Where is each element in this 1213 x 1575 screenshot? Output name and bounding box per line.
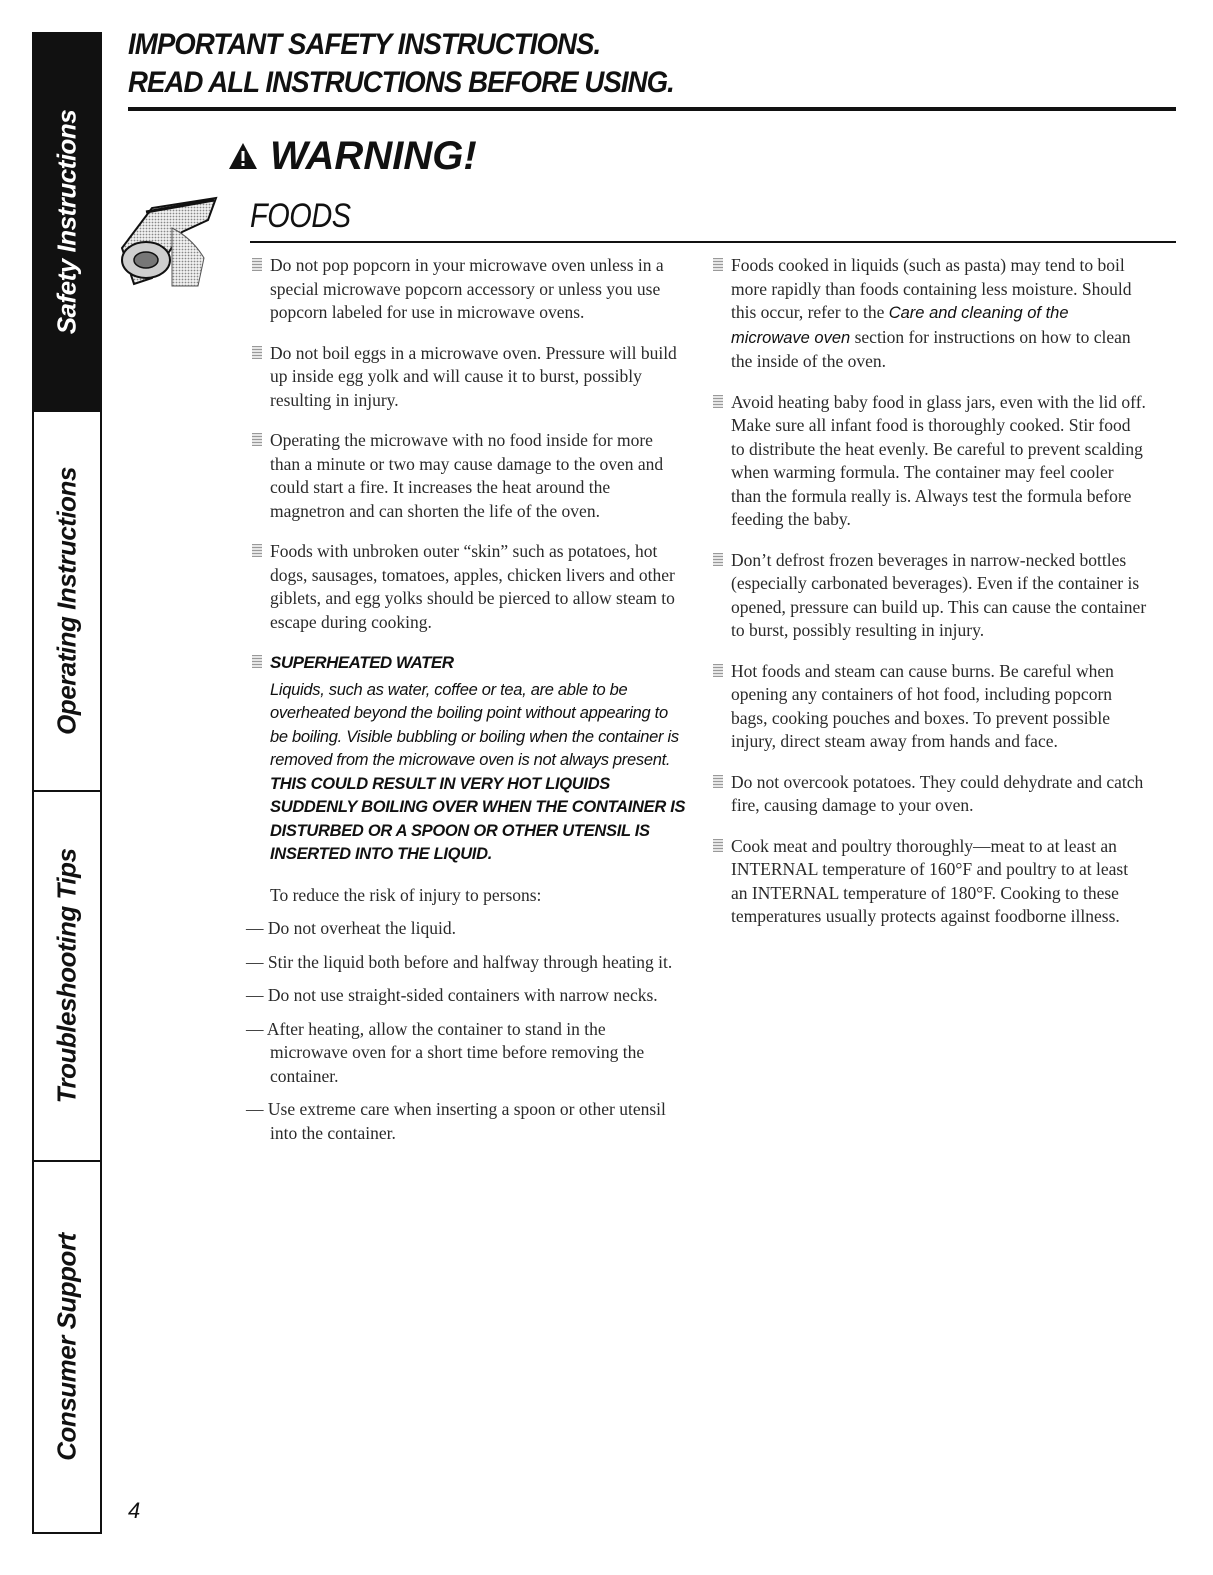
bullet-icon: [252, 258, 262, 271]
tab-operating-instructions[interactable]: [34, 412, 100, 792]
list-item: Do not pop popcorn in your microwave oven unless in a special microwave popcorn accessory or unless you use popcorn labeled for use in microwave ovens.: [246, 254, 686, 325]
tab-safety-instructions[interactable]: [34, 34, 100, 412]
tab-label: Safety Instructions: [51, 109, 82, 335]
section-tab-bar: [32, 32, 102, 1534]
page-number: 4: [128, 1498, 141, 1523]
list-item: Foods cooked in liquids (such as pasta) may tend to boil more rapidly than foods containing less moisture. Should this occur, refer to the Care and cleaning of the microwave oven section for instructions on how to clean the inside of the oven.: [707, 254, 1147, 374]
page-title-line-2: READ ALL INSTRUCTIONS BEFORE USING.: [128, 66, 674, 99]
bullet-icon: [252, 544, 262, 557]
list-item: — Do not overheat the liquid.: [246, 918, 456, 938]
list-item: Do not boil eggs in a microwave oven. Pressure will build up inside egg yolk and will cause it to burst, possibly resulting in injury.: [246, 342, 686, 413]
reduce-risk-intro: To reduce the risk of injury to persons:: [270, 884, 542, 905]
tab-troubleshooting-tips[interactable]: [34, 792, 100, 1162]
list-item: Don’t defrost frozen beverages in narrow-necked bottles (especially carbonated beverages). Even if the container is opened, pressure can build up. This can cause the container to burst, possibly resulting in injury.: [707, 549, 1147, 643]
left-column: [246, 254, 686, 1155]
bullet-icon: [252, 655, 262, 668]
page-title-line-1: IMPORTANT SAFETY INSTRUCTIONS.: [128, 28, 601, 61]
list-item: Foods with unbroken outer “skin” such as potatoes, hot dogs, sausages, tomatoes, apples, chicken livers and other giblets, and egg yolks should be pierced to allow steam to escape during cooking.: [246, 540, 686, 634]
header-divider: [128, 107, 1176, 111]
superheated-text: Liquids, such as water, coffee or tea, are able to be overheated beyond the boiling point without appearing to be boiling. Visible bubbling or boiling when the container is removed from the microwave oven is not always present. THIS COULD RESULT IN VERY HOT LIQUIDS SUDDENLY BOILING OVER WHEN THE CONTAINER IS DISTURBED OR A SPOON OR OTHER UTENSIL IS INSERTED INTO THE LIQUID.: [270, 680, 686, 863]
bullet-icon: [713, 775, 723, 788]
list-item: Avoid heating baby food in glass jars, even with the lid off. Make sure all infant food is thoroughly cooked. Stir food to distribute the heat evenly. Be careful to prevent scalding when warming formula. The container may feel cooler than the formula really is. Always test the formula before feeding the baby.: [707, 391, 1147, 532]
list-item: Operating the microwave with no food inside for more than a minute or two may cause damage to the oven and could start a fire. It increases the heat around the magnetron and can shorten the life of the oven.: [246, 429, 686, 523]
tab-label: Troubleshooting Tips: [51, 848, 82, 1104]
warning-triangle-icon: [228, 142, 258, 170]
bullet-icon: [713, 395, 723, 408]
list-item: — Use extreme care when inserting a spoon or other utensil into the container.: [246, 1099, 666, 1143]
right-column: [707, 254, 1147, 946]
list-item: — Stir the liquid both before and halfway through heating it.: [246, 951, 673, 972]
superheated-heading: SUPERHEATED WATER: [246, 651, 686, 675]
care-cleaning-reference[interactable]: Care and cleaning of the microwave oven: [731, 304, 1069, 347]
section-divider: [250, 241, 1176, 243]
bullet-icon: [713, 839, 723, 852]
bullet-icon: [713, 664, 723, 677]
food-illustration: [112, 188, 228, 292]
bullet-icon: [252, 346, 262, 359]
tab-consumer-support[interactable]: [34, 1162, 100, 1532]
section-title: FOODS: [250, 197, 351, 235]
list-item: Cook meat and poultry thoroughly—meat to at least an INTERNAL temperature of 160°F and poultry to at least an INTERNAL temperature of 180°F. Cooking to these temperatures usually protects against foodborne illness.: [707, 835, 1147, 929]
list-item: Hot foods and steam can cause burns. Be careful when opening any containers of hot food, including popcorn bags, cooking pouches and boxes. To prevent possible injury, direct steam away from hands and face.: [707, 660, 1147, 754]
warning-heading: [228, 133, 477, 179]
bullet-icon: [713, 553, 723, 566]
list-item: — After heating, allow the container to stand in the microwave oven for a short time before removing the container.: [246, 1018, 645, 1086]
tab-label: Operating Instructions: [51, 467, 82, 735]
list-item: — Do not use straight-sided containers with narrow necks.: [246, 985, 658, 1005]
list-item: Do not overcook potatoes. They could dehydrate and catch fire, causing damage to your oven.: [707, 771, 1147, 818]
bullet-icon: [713, 258, 723, 271]
tab-label: Consumer Support: [51, 1233, 82, 1461]
warning-label: WARNING!: [270, 134, 477, 178]
bullet-icon: [252, 433, 262, 446]
